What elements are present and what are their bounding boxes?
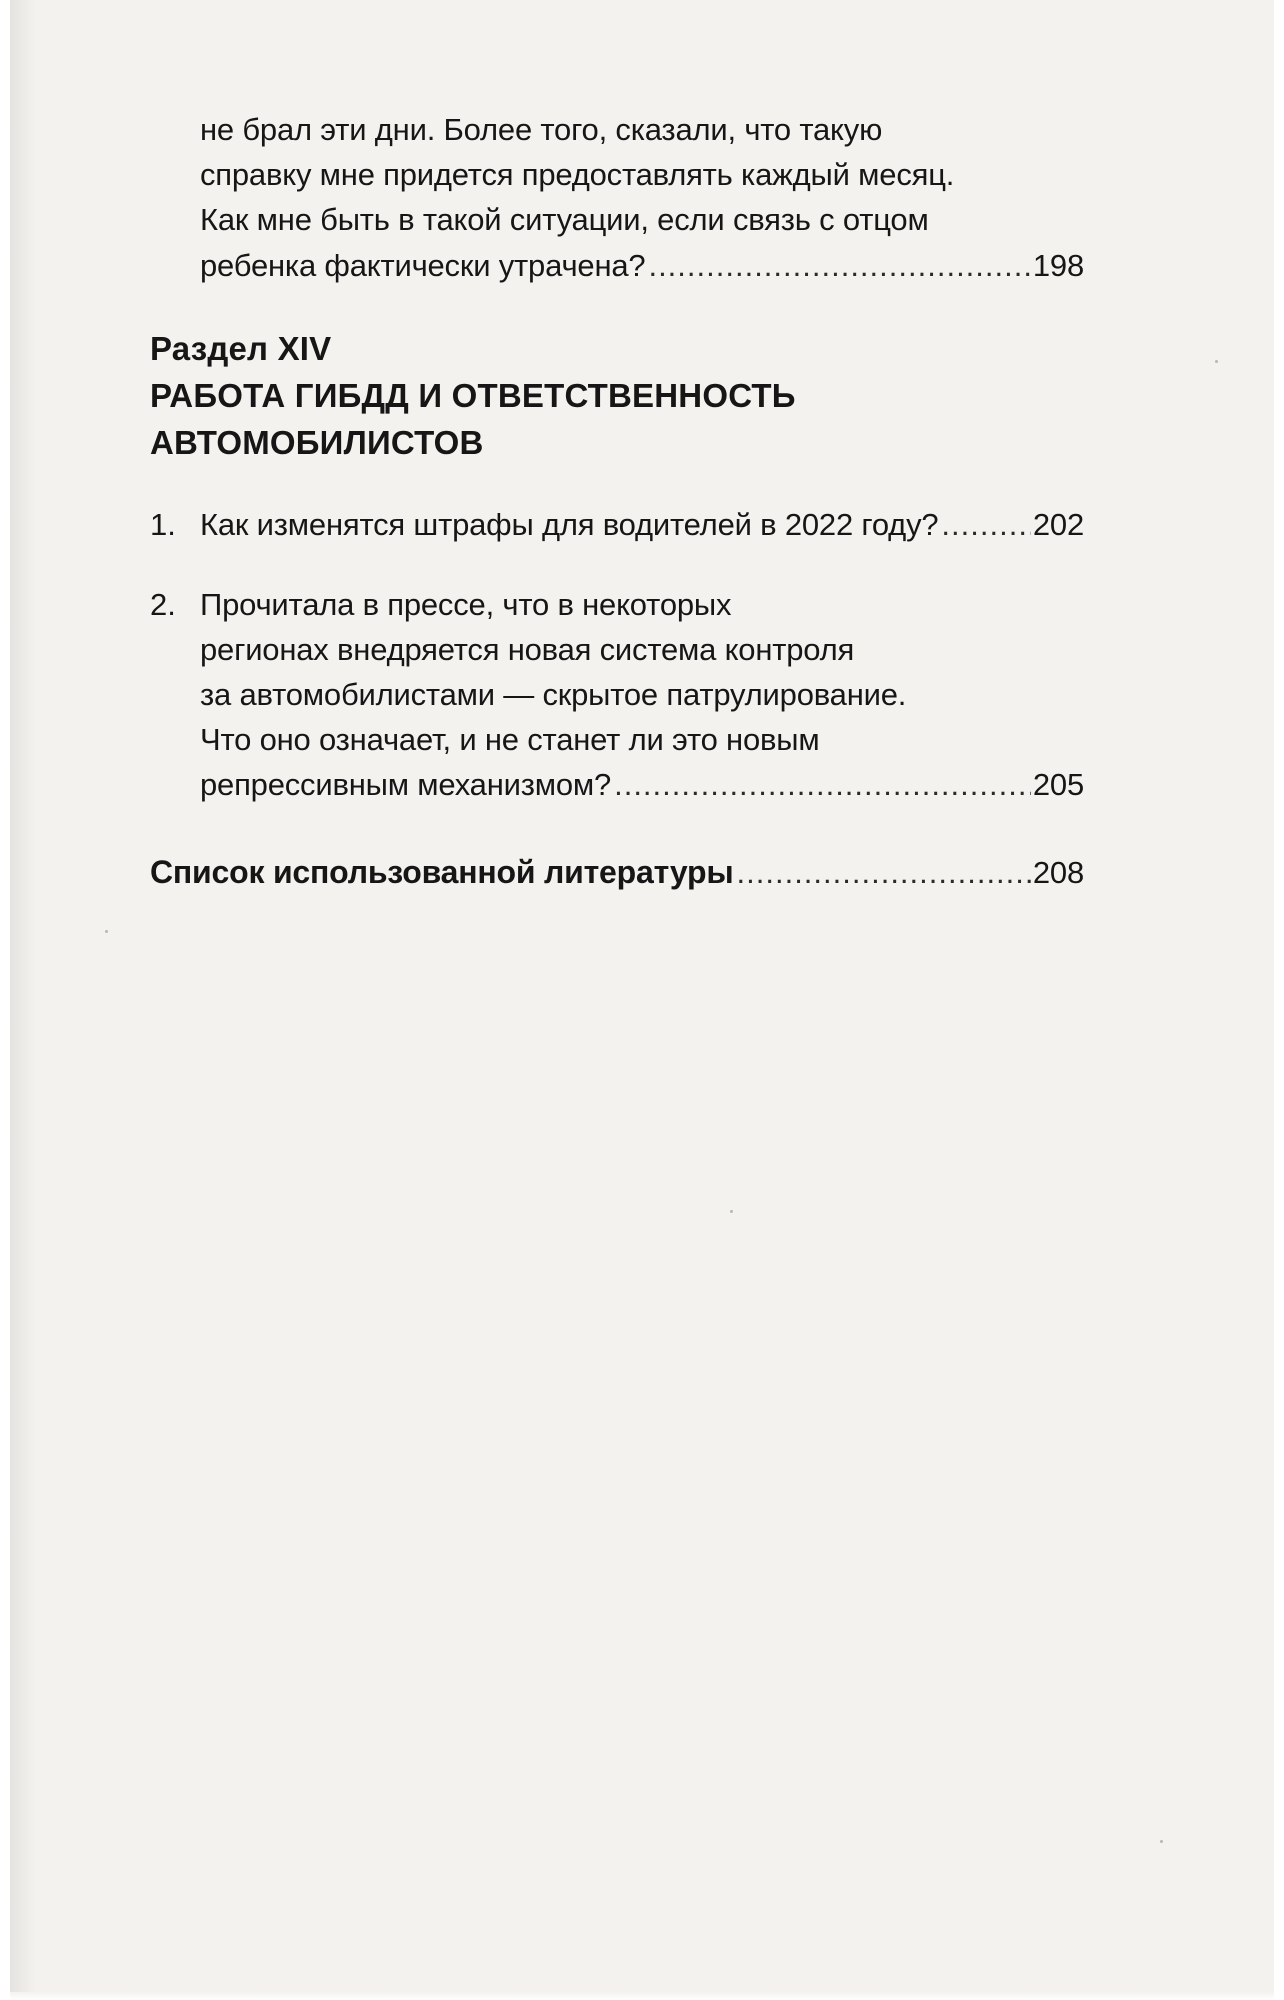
entry-text-line: справку мне придется предоставлять каждый месяц. xyxy=(200,157,955,192)
entry-text-line: регионах внедряется новая система контроля xyxy=(200,632,855,667)
bibliography-label: Список использованной литературы xyxy=(150,854,734,890)
entry-number: 2. xyxy=(150,587,176,622)
page-number: 202 xyxy=(1032,507,1084,542)
entry-text-line: Как мне быть в такой ситуации, если связь с отцом xyxy=(200,202,929,237)
entry-text: Как изменятся штрафы для водителей в 2022 году? xyxy=(200,507,939,542)
page-spine-shadow xyxy=(10,0,36,2000)
page-number: 205 xyxy=(1032,767,1084,802)
leader-dots xyxy=(737,851,1031,895)
scan-speck xyxy=(730,1210,733,1213)
toc-entry-bibliography xyxy=(150,850,1084,895)
entry-text: репрессивным механизмом? xyxy=(200,767,612,802)
leader-dots xyxy=(648,244,1030,288)
page-number: 198 xyxy=(1032,248,1084,283)
entry-text: ребенка фактически утрачена? xyxy=(200,248,646,283)
section-label: Раздел XIV xyxy=(150,330,332,367)
entry-text-line: не брал эти дни. Более того, сказали, что такую xyxy=(200,112,883,147)
entry-number: 1. xyxy=(150,507,176,542)
section-title-line: АВТОМОБИЛИСТОВ xyxy=(150,424,484,461)
leader-dots xyxy=(614,763,1031,807)
entry-text-line: за автомобилистами — скрытое патрулирование. xyxy=(200,677,907,712)
scan-speck xyxy=(1215,360,1218,363)
section-title-line: РАБОТА ГИБДД И ОТВЕТСТВЕННОСТЬ xyxy=(150,377,796,414)
entry-text-line: Прочитала в прессе, что в некоторых xyxy=(200,587,732,622)
scan-speck xyxy=(1160,1840,1163,1843)
entry-last-line xyxy=(200,244,1084,288)
entry-text-line: Что оно означает, и не станет ли это новым xyxy=(200,722,820,757)
page-number: 208 xyxy=(1032,855,1084,890)
leader-dots xyxy=(941,503,1030,547)
entry-last-line xyxy=(200,763,1084,807)
page-bottom-edge xyxy=(10,1992,1274,2000)
entry-last-line xyxy=(200,503,1084,547)
scan-speck xyxy=(105,930,108,933)
book-page xyxy=(10,0,1274,2000)
